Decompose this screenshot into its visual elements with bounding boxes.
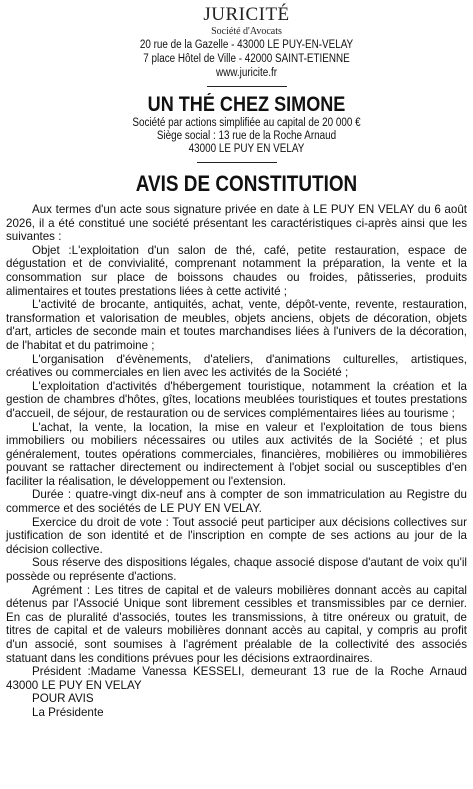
- paragraph-intro: Aux termes d'un acte sous signature privée en date à LE PUY EN VELAY du 6 août 2026, il a été constitué une société présentant les caractéristiques ci-après ainsi que les suivantes :: [6, 203, 467, 244]
- firm-address-2: 7 place Hôtel de Ville - 42000 SAINT-ETIENNE: [143, 53, 350, 65]
- header-divider: [207, 86, 287, 87]
- firm-subtitle: Société d'Avocats: [211, 26, 282, 37]
- paragraph-duration: Durée : quatre-vingt dix-neuf ans à compter de son immatriculation au Registre du commerce et des sociétés de LE PUY EN VELAY.: [6, 488, 467, 516]
- paragraph-approval: Agrément : Les titres de capital et de valeurs mobilières donnant accès au capital détenus par l'Associé Unique sont librement cessibles et transmissibles par ce dernier. En cas de pluralité d'associés, toutes les transmissions, à titre onéreux ou gratuit, de titres de capital et de valeurs mobilières donnant accès au capital, y compris au profit d'un associé, sont soumises à l'agrément préalable de la collectivité des associés statuant dans les conditions prévues pour les décisions extraordinaires.: [6, 583, 467, 665]
- firm-address-1: 20 rue de la Gazelle - 43000 LE PUY-EN-VELAY: [139, 39, 354, 51]
- firm-logo: JURICITÉ: [203, 4, 290, 25]
- firm-website: www.juricite.fr: [215, 67, 278, 79]
- paragraph-lodging: L'exploitation d'activités d'hébergement touristique, notamment la création et la gestion de chambres d'hôtes, gîtes, locations meublées touristiques et toutes prestations d'accueil, de séjour, de restauration ou de services complémentaires liées au tourisme ;: [6, 379, 467, 420]
- paragraph-president: Président :Madame Vanessa KESSELI, demeurant 13 rue de la Roche Arnaud 43000 LE PUY EN VELAY: [6, 665, 467, 692]
- closing-pour-avis: POUR AVIS: [32, 692, 94, 706]
- company-seat: Siège social : 13 rue de la Roche Arnaud: [156, 130, 337, 142]
- firm-header: [26, 4, 467, 87]
- paragraph-brocante: L'activité de brocante, antiquités, achat, vente, dépôt-vente, revente, restauration, transformation et valorisation de meubles, objets anciens, objets de décoration, objets d'art, articles de seconde main et toutes marchandises liées à l'univers de la décoration, de l'habitat et du patrimoine ;: [6, 298, 467, 352]
- paragraph-voting: Exercice du droit de vote : Tout associé peut participer aux décisions collectives sur justification de son identité et de l'inscription en compte de ses actions au jour de la décision collective.: [6, 515, 467, 556]
- paragraph-object: Objet :L'exploitation d'un salon de thé, café, petite restauration, espace de dégustation et de convivialité, comprenant notamment la préparation, la vente et la consommation sur place de boissons chaudes ou froides, pâtisseries, produits alimentaires et toutes prestations liées à cette activité ;: [6, 243, 467, 298]
- company-city: 43000 LE PUY EN VELAY: [188, 143, 305, 155]
- paragraph-votes: Sous réserve des dispositions légales, chaque associé dispose d'autant de voix qu'il possède ou représente d'actions.: [6, 556, 467, 584]
- closing-signature: La Présidente: [32, 705, 104, 719]
- paragraph-events: L'organisation d'évènements, d'ateliers, d'animations culturelles, artistiques, créatives ou commerciales en lien avec les activités de la Société ;: [6, 352, 467, 380]
- notice-body: [6, 203, 467, 720]
- notice-title: AVIS DE CONSTITUTION: [135, 171, 358, 196]
- paragraph-real-estate: L'achat, la vente, la location, la mise en valeur et l'exploitation de tous biens immobiliers ou mobiliers nécessaires ou utiles aux activités de la Société ; et plus généralement, toutes opérations commerciales, financières, mobilières ou immobilières pouvant se rattacher directement ou indirectement à l'objet social ou susceptibles d'en faciliter la réalisation, le développement ou l'extension.: [6, 420, 467, 488]
- company-name: UN THÉ CHEZ SIMONE: [147, 93, 346, 116]
- company-capital: Société par actions simplifiée au capital de 20 000 €: [132, 117, 361, 129]
- legal-notice-page: [0, 4, 473, 789]
- company-divider: [197, 162, 277, 163]
